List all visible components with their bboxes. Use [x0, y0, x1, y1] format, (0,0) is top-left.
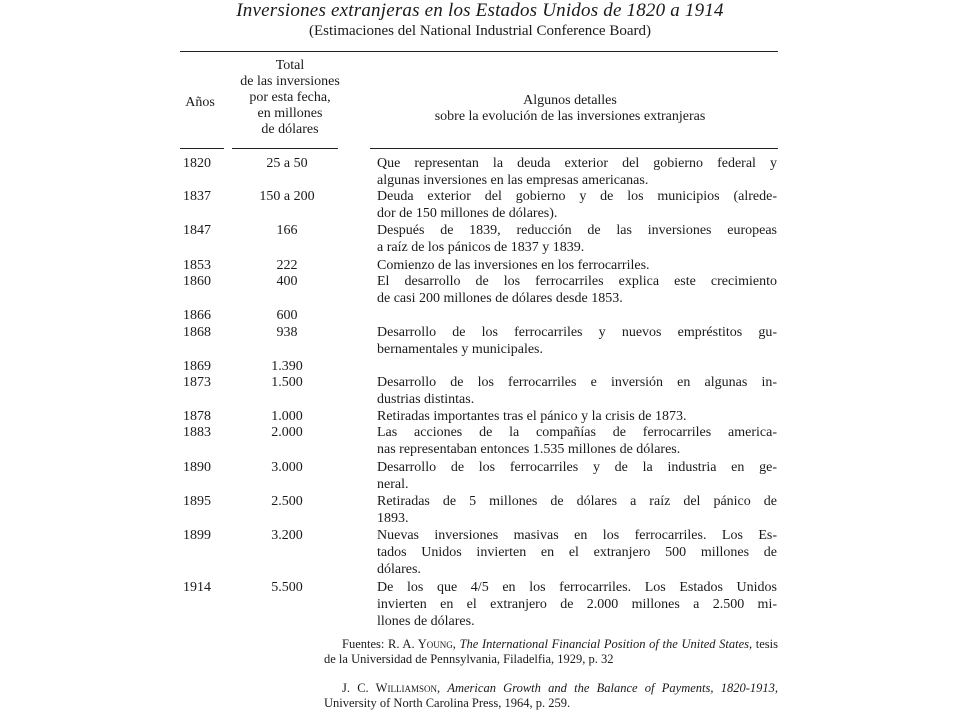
row-year: 1847 — [183, 223, 211, 238]
table-title: Inversiones extranjeras en los Estados Unidos de 1820 a 1914 — [236, 0, 724, 21]
header-years: Años — [185, 95, 215, 110]
source-2-title: American Growth and the Balance of Payments, 1820-1913, — [447, 681, 778, 695]
header-rule-left — [180, 148, 224, 149]
row-detail-line: El desarrollo de los ferrocarriles explica este crecimiento — [377, 274, 777, 289]
row-total: 1.500 — [271, 375, 303, 390]
row-total: 166 — [276, 223, 298, 238]
header-total-line: Total — [275, 58, 305, 73]
header-total-line: en millones — [257, 106, 323, 121]
row-detail-line: dor de 150 millones de dólares). — [377, 206, 558, 221]
row-total: 25 a 50 — [266, 156, 308, 171]
row-detail-line: llones de dólares. — [377, 614, 475, 629]
table-subtitle: (Estimaciones del National Industrial Conference Board) — [309, 23, 651, 39]
row-year: 1890 — [183, 460, 211, 475]
row-detail-line: a raíz de los pánicos de 1837 y 1839. — [377, 240, 585, 255]
row-total: 3.000 — [271, 460, 303, 475]
row-year: 1869 — [183, 359, 211, 374]
sources-label: Fuentes: — [342, 637, 385, 651]
row-year: 1860 — [183, 274, 211, 289]
header-total — [228, 58, 352, 138]
row-detail-line: Después de 1839, reducción de las inversiones europeas — [377, 223, 777, 238]
top-rule — [180, 51, 778, 52]
row-detail-line: Nuevas inversiones masivas en los ferrocarriles. Los Es- — [377, 528, 777, 543]
row-year: 1837 — [183, 189, 211, 204]
row-detail-line: Comienzo de las inversiones en los ferrocarriles. — [377, 258, 650, 273]
row-detail-line: 1893. — [377, 511, 409, 526]
row-total: 5.500 — [271, 580, 303, 595]
row-detail-line: dólares. — [377, 562, 421, 577]
row-total: 938 — [276, 325, 298, 340]
row-detail-line: Que representan la deuda exterior del gobierno federal y — [377, 156, 777, 171]
header-rule-right — [370, 148, 778, 149]
row-year: 1878 — [183, 409, 211, 424]
row-detail-line: tados Unidos invierten en el extranjero 500 millones de — [377, 545, 777, 560]
header-total-line: de dólares — [261, 122, 319, 137]
row-detail-line: Las acciones de la compañías de ferrocarriles america- — [377, 425, 777, 440]
row-total: 3.200 — [271, 528, 303, 543]
source-1 — [324, 637, 778, 667]
row-year: 1883 — [183, 425, 211, 440]
row-total: 2.500 — [271, 494, 303, 509]
source-1-rest: tesis de la Universidad de Pennsylvania, Filadelfia, 1929, p. 32 — [324, 637, 779, 666]
row-detail-line: neral. — [377, 477, 409, 492]
source-2 — [324, 681, 778, 711]
row-total: 222 — [276, 258, 298, 273]
row-year: 1899 — [183, 528, 211, 543]
row-total: 1.390 — [271, 359, 303, 374]
header-total-line: por esta fecha, — [249, 90, 331, 105]
row-year: 1866 — [183, 308, 211, 323]
header-details-line: Algunos detalles — [523, 93, 617, 108]
header-total-line: de las inversiones — [240, 74, 340, 89]
source-2-author: J. C. Williamson, — [342, 681, 441, 695]
row-detail-line: Desarrollo de los ferrocarriles y de la industria en ge- — [377, 460, 777, 475]
row-total: 1.000 — [271, 409, 303, 424]
row-year: 1914 — [183, 580, 211, 595]
row-year: 1868 — [183, 325, 211, 340]
row-detail-line: algunas inversiones en las empresas americanas. — [377, 173, 649, 188]
row-detail-line: nas representaban entonces 1.535 millones de dólares. — [377, 442, 681, 457]
row-year: 1820 — [183, 156, 211, 171]
header-rule-middle — [232, 148, 338, 149]
row-detail-line: Desarrollo de los ferrocarriles y nuevos empréstitos gu- — [377, 325, 777, 340]
row-year: 1853 — [183, 258, 211, 273]
source-1-title: The International Financial Position of the United States, — [459, 637, 753, 651]
source-2-rest: University of North Carolina Press, 1964, p. 259. — [324, 696, 571, 710]
row-year: 1873 — [183, 375, 211, 390]
row-total: 600 — [276, 308, 298, 323]
row-total: 2.000 — [271, 425, 303, 440]
row-total: 400 — [276, 274, 298, 289]
header-details — [370, 93, 770, 125]
row-year: 1895 — [183, 494, 211, 509]
row-detail-line: dustrias distintas. — [377, 392, 475, 407]
row-detail-line: De los que 4/5 en los ferrocarriles. Los Estados Unidos — [377, 580, 777, 595]
header-details-line: sobre la evolución de las inversiones extranjeras — [434, 109, 706, 124]
row-detail-line: Desarrollo de los ferrocarriles e inversión en algunas in- — [377, 375, 777, 390]
row-total: 150 a 200 — [259, 189, 315, 204]
row-detail-line: bernamentales y municipales. — [377, 342, 543, 357]
row-detail-line: Retiradas de 5 millones de dólares a raíz del pánico de — [377, 494, 777, 509]
row-detail-line: de casi 200 millones de dólares desde 1853. — [377, 291, 623, 306]
row-detail-line: Deuda exterior del gobierno y de los municipios (alrede- — [377, 189, 777, 204]
source-1-author: R. A. Young, — [388, 637, 456, 651]
row-detail-line: Retiradas importantes tras el pánico y la crisis de 1873. — [377, 409, 687, 424]
row-detail-line: invierten en el extranjero de 2.000 millones a 2.500 mi- — [377, 597, 777, 612]
